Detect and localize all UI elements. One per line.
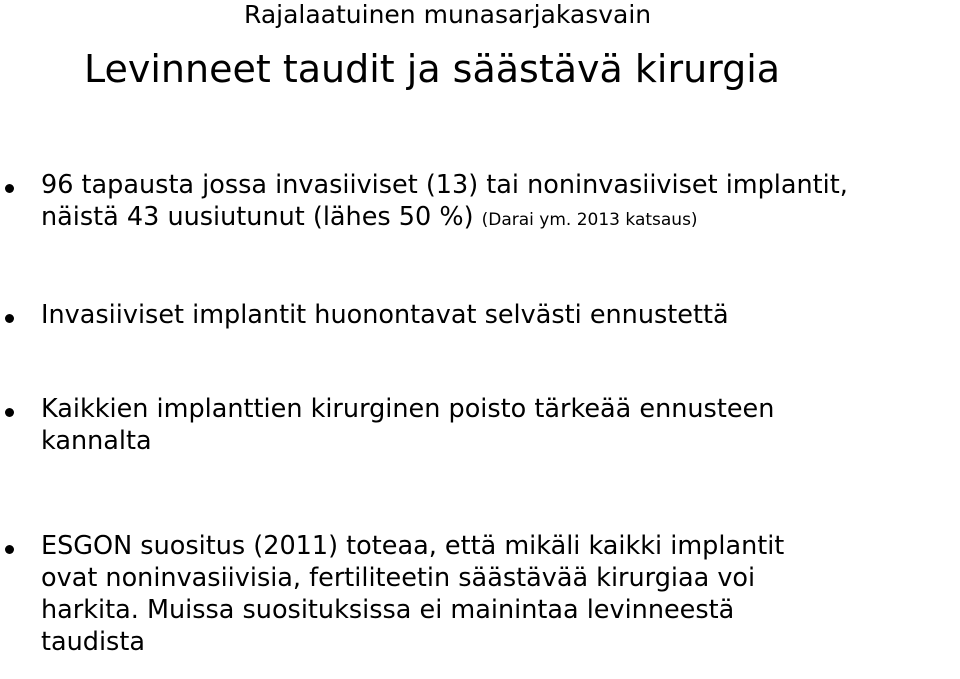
bullet-line: ovat noninvasiivisia, fertiliteetin säästävää kirurgiaa voi [41,563,756,593]
bullet-line: Invasiiviset implantit huonontavat selvästi ennustettä [41,300,729,330]
citation: (Darai ym. 2013 katsaus) [481,210,698,230]
bullet-text [41,169,956,233]
bullet-line: Kaikkien implanttien kirurginen poisto tärkeää ennusteen [41,394,775,424]
bullet-text [41,299,956,331]
bullet-dot-icon [5,545,14,554]
slide-subtitle: Rajalaatuinen munasarjakasvain [244,0,652,29]
bullet-line: ESGON suositus (2011) toteaa, että mikäli kaikki implantit [41,531,785,561]
bullet-text [41,530,956,658]
bullet-dot-icon [5,408,14,417]
bullet-text [41,393,956,457]
bullet-line [41,201,956,233]
bullet-line: harkita. Muissa suosituksissa ei mainintaa levinneestä [41,595,735,625]
bullet-line: 96 tapausta jossa invasiiviset (13) tai noninvasiiviset implantit, [41,170,848,200]
bullet-line: kannalta [41,426,152,456]
bullet-dot-icon [5,314,14,323]
bullet-line: taudista [41,627,145,657]
bullet-line-main: näistä 43 uusiutunut (lähes 50 %) [41,202,482,232]
slide-title: Levinneet taudit ja säästävä kirurgia [84,47,781,91]
bullet-dot-icon [5,184,14,193]
